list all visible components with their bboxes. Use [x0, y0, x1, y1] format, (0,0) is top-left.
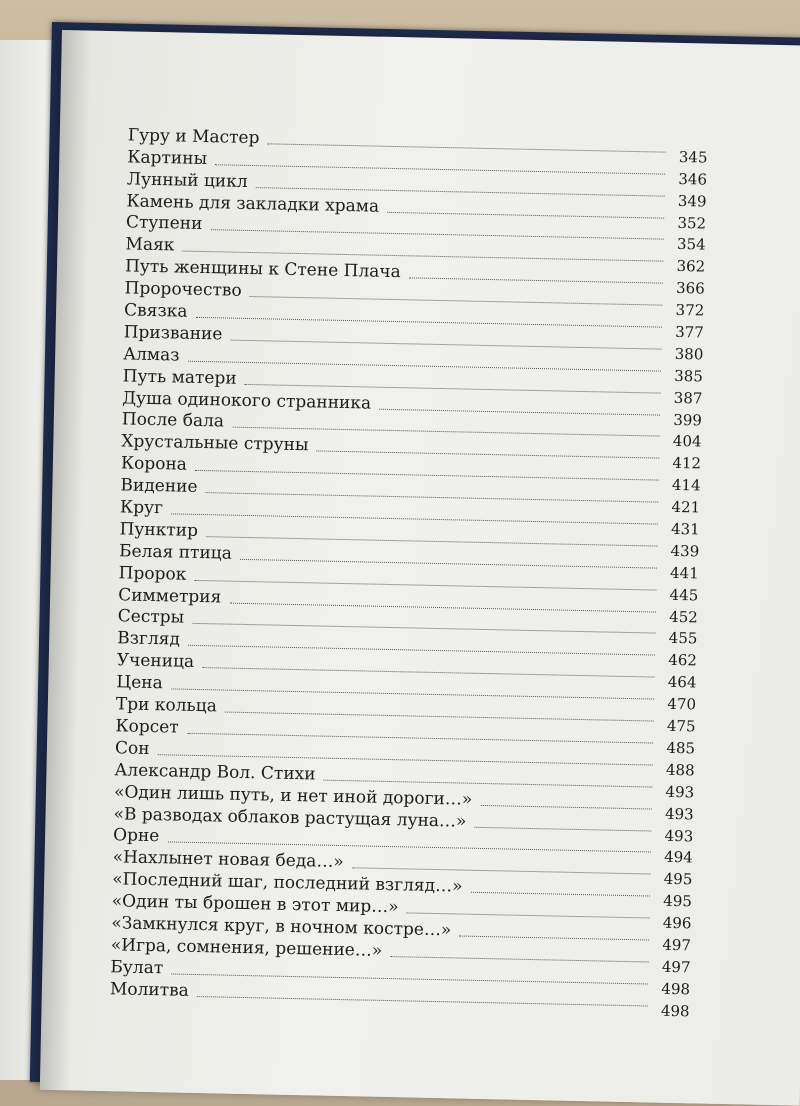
toc-entry-title: Пророчество — [124, 278, 242, 301]
toc-entry-page-number: 494 — [663, 848, 693, 867]
toc-entry-page-number: 470 — [667, 694, 697, 714]
toc-entry-page-number: 493 — [665, 782, 695, 802]
toc-entry-title: Пунктир — [119, 519, 199, 541]
toc-entry-page-number: 475 — [666, 716, 696, 736]
toc-entry-title: Картины — [127, 147, 208, 169]
table-of-contents — [109, 123, 708, 1032]
toc-entry-page-number: 495 — [663, 870, 693, 889]
toc-entry-title: «Замкнулся круг, в ночном костре…» — [111, 913, 452, 941]
toc-entry-title: Цена — [116, 672, 163, 694]
toc-entry-page-number: 495 — [663, 891, 693, 911]
toc-entry-title: Связка — [123, 300, 188, 322]
toc-entry-title: Сестры — [117, 606, 185, 629]
toc-entry-page-number: 441 — [669, 563, 699, 583]
toc-entry-page-number: 387 — [673, 388, 703, 408]
toc-entry-title: Три кольца — [115, 694, 218, 717]
toc-entry-title: Путь матери — [122, 366, 237, 389]
toc-entry-title: Орне — [112, 825, 160, 847]
toc-entry-page-number: 497 — [662, 935, 692, 955]
toc-entry-title: После бала — [121, 409, 225, 432]
toc-entry-title: «Последний шаг, последний взгляд…» — [112, 869, 463, 897]
toc-entry-title: Взгляд — [117, 628, 181, 650]
toc-entry-page-number: 412 — [672, 454, 702, 473]
toc-entry-page-number: 488 — [665, 760, 695, 780]
toc-entry-title: Ступени — [125, 212, 203, 235]
toc-entry-title: Сон — [114, 738, 150, 759]
toc-entry-title: Круг — [119, 497, 164, 519]
toc-entry-title: «Один ты брошен в этот мир…» — [111, 891, 399, 918]
toc-entry-page-number: 497 — [661, 957, 691, 977]
toc-entry-title: Камень для закладки храма — [126, 190, 380, 217]
toc-dot-leader — [460, 935, 650, 940]
toc-entry-title: Ученица — [116, 650, 195, 673]
toc-entry-page-number: 431 — [670, 519, 700, 539]
toc-entry-page-number: 346 — [678, 169, 708, 189]
toc-entry-page-number: 498 — [660, 1001, 690, 1020]
toc-entry-page-number: 354 — [676, 235, 706, 254]
toc-entry-title: Путь женщины к Стене Плача — [124, 256, 401, 283]
toc-entry-title: Гуру и Мастер — [127, 125, 260, 149]
toc-entry-page-number: 496 — [662, 913, 692, 933]
toc-entry-title: Призвание — [123, 322, 223, 345]
toc-entry-title: Корона — [120, 453, 188, 475]
toc-entry-page-number: 404 — [672, 432, 702, 451]
toc-entry-page-number: 385 — [674, 366, 704, 386]
toc-entry-page-number: 455 — [668, 629, 698, 648]
toc-entry-page-number: 462 — [668, 651, 698, 670]
toc-entry-page-number: 352 — [677, 213, 707, 233]
toc-entry-title: Белая птица — [118, 541, 233, 564]
toc-entry-page-number: 377 — [674, 322, 704, 342]
toc-entry-page-number: 485 — [666, 738, 696, 758]
toc-entry-page-number: 362 — [676, 257, 706, 276]
toc-entry-page-number: 349 — [677, 191, 707, 211]
toc-dot-leader — [475, 826, 652, 831]
toc-entry-page-number: 493 — [664, 804, 694, 824]
toc-entry-page-number: 493 — [664, 826, 694, 845]
toc-entry-title: Алмаз — [123, 344, 180, 366]
toc-entry-page-number: 498 — [661, 979, 691, 999]
toc-entry-title: «В разводах облаков растущая луна…» — [113, 803, 467, 832]
toc-entry-title: Видение — [120, 475, 198, 498]
toc-entry-title: Александр Вол. Стихи — [114, 759, 316, 785]
toc-entry-title: Булат — [110, 956, 164, 979]
toc-entry-title: Душа одинокого странника — [122, 387, 372, 414]
toc-entry-page-number: 445 — [669, 585, 699, 605]
toc-dot-leader — [480, 805, 651, 810]
toc-entry-page-number: 372 — [675, 301, 705, 320]
toc-entry-page-number: 452 — [669, 607, 699, 627]
toc-entry-page-number: 464 — [667, 673, 697, 692]
toc-dot-leader — [471, 892, 650, 897]
toc-entry-page-number: 439 — [670, 541, 700, 561]
toc-entry-title: Лунный цикл — [126, 169, 248, 192]
toc-entry-title: Маяк — [125, 234, 175, 256]
toc-entry-title: «Нахлынет новая беда…» — [112, 847, 345, 873]
book-page — [40, 30, 800, 1106]
toc-entry-title: Молитва — [109, 978, 190, 1001]
toc-entry-title: Корсет — [115, 716, 179, 738]
toc-entry-page-number: 399 — [673, 410, 703, 430]
toc-entry-page-number: 380 — [674, 344, 704, 364]
toc-entry-page-number: 366 — [675, 279, 705, 298]
toc-entry-title: «Игра, сомнения, решение…» — [110, 935, 383, 961]
toc-entry-title: «Один лишь путь, и нет иной дороги…» — [113, 781, 473, 810]
toc-entry-title: Пророк — [118, 563, 187, 585]
toc-entry-title: Симметрия — [117, 584, 222, 608]
toc-entry-title: Хрустальные струны — [121, 431, 309, 456]
toc-entry-page-number: 345 — [678, 147, 708, 167]
toc-entry-page-number: 414 — [671, 476, 701, 495]
toc-entry-page-number: 421 — [671, 498, 701, 517]
